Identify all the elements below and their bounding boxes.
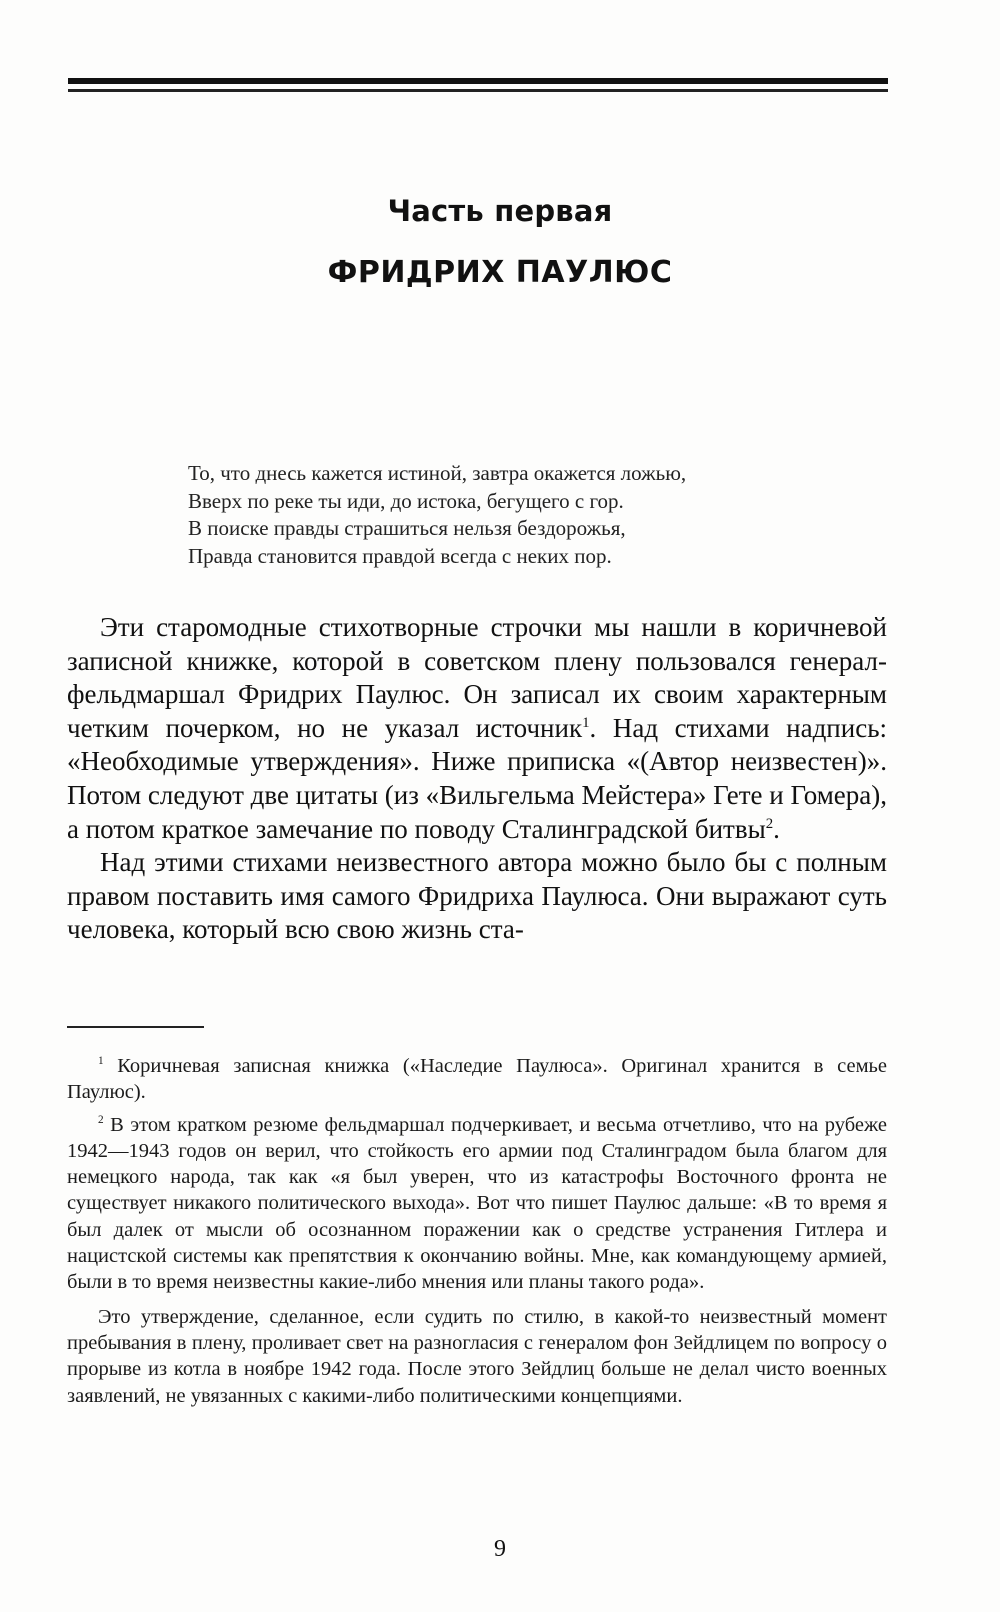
paragraph-1 <box>67 611 887 846</box>
header-rule-thick <box>68 78 888 84</box>
paragraph-text: . <box>773 813 780 844</box>
footnote-text: В этом кратком резюме фельдмаршал подчеркивает, и весьма отчетливо, что на рубеже 1942—1943 годов он верил, что стойкость его армии под Сталинградом была благом для немецкого народа, так как «я был уверен, что из катастрофы Восточного фронта не существует никакого политического выхода». Вот что пишет Паулюс дальше: «В то время я был далек от мысли об осознанном поражении как о средстве устранения Гитлера и нацистской системы как препятствия к окончанию войны. Мне, как командующему армией, были в то время неизвестны какие-либо мнения или планы такого рода». <box>67 1113 887 1294</box>
footnote-1 <box>67 1053 887 1106</box>
epigraph <box>188 460 908 570</box>
footnote-2-continuation: Это утверждение, сделанное, если судить по стилю, в какой-то неизвестный момент пребывания в плену, проливает свет на разногласия с генералом фон Зейдлицем по вопросу о прорыве из котла в ноябре 1942 года. После этого Зейдлиц больше не делал чисто военных заявлений, не увязанных с какими-либо политическими концепциями. <box>67 1305 887 1407</box>
footnote-mark-2: 2 <box>98 1113 104 1126</box>
footnotes <box>67 1053 887 1409</box>
page-number: 9 <box>494 1536 506 1562</box>
epigraph-line: Вверх по реке ты иди, до истока, бегущего с гор. <box>188 488 624 513</box>
body-text <box>67 611 887 947</box>
paragraph-text: Эти старомодные стихотворные строчки мы нашли в коричневой записной книжке, которой в советском плену пользовался генерал-фельдмаршал Фридрих Паулюс. Он записал их своим характерным четким почерком, но не указал источник <box>67 612 887 743</box>
footnote-text: Коричневая записная книжка («Наследие Паулюса». Оригинал хранится в семье Паулюс). <box>67 1055 887 1104</box>
paragraph-2: Над этими стихами неизвестного автора можно было бы с полным правом поставить имя самого Фридриха Паулюса. Они выражают суть человека, который всю свою жизнь ста- <box>67 847 887 945</box>
header-rule-thin <box>68 89 888 92</box>
part-title: Часть первая <box>387 194 613 228</box>
paragraph-text: . Над стихами надпись: «Необходимые утверждения». Ниже приписка «(Автор неизвестен)». Потом следуют две цитаты (из «Вильгельма Мейстера» Гете и Гомера), а потом краткое замечание по поводу Сталинградской битвы <box>67 712 888 844</box>
footnote-ref-2: 2 <box>765 815 774 832</box>
epigraph-line: Правда становится правдой всегда с неких пор. <box>188 543 612 568</box>
footnote-ref-1: 1 <box>582 714 590 731</box>
footnote-2 <box>67 1112 887 1296</box>
part-name: ФРИДРИХ ПАУЛЮС <box>327 255 673 290</box>
footnote-mark-1: 1 <box>98 1055 104 1068</box>
footnote-separator <box>67 1026 204 1028</box>
epigraph-line: В поиске правды страшиться нельзя бездорожья, <box>188 516 626 540</box>
epigraph-line: То, что днесь кажется истиной, завтра окажется ложью, <box>188 461 687 485</box>
